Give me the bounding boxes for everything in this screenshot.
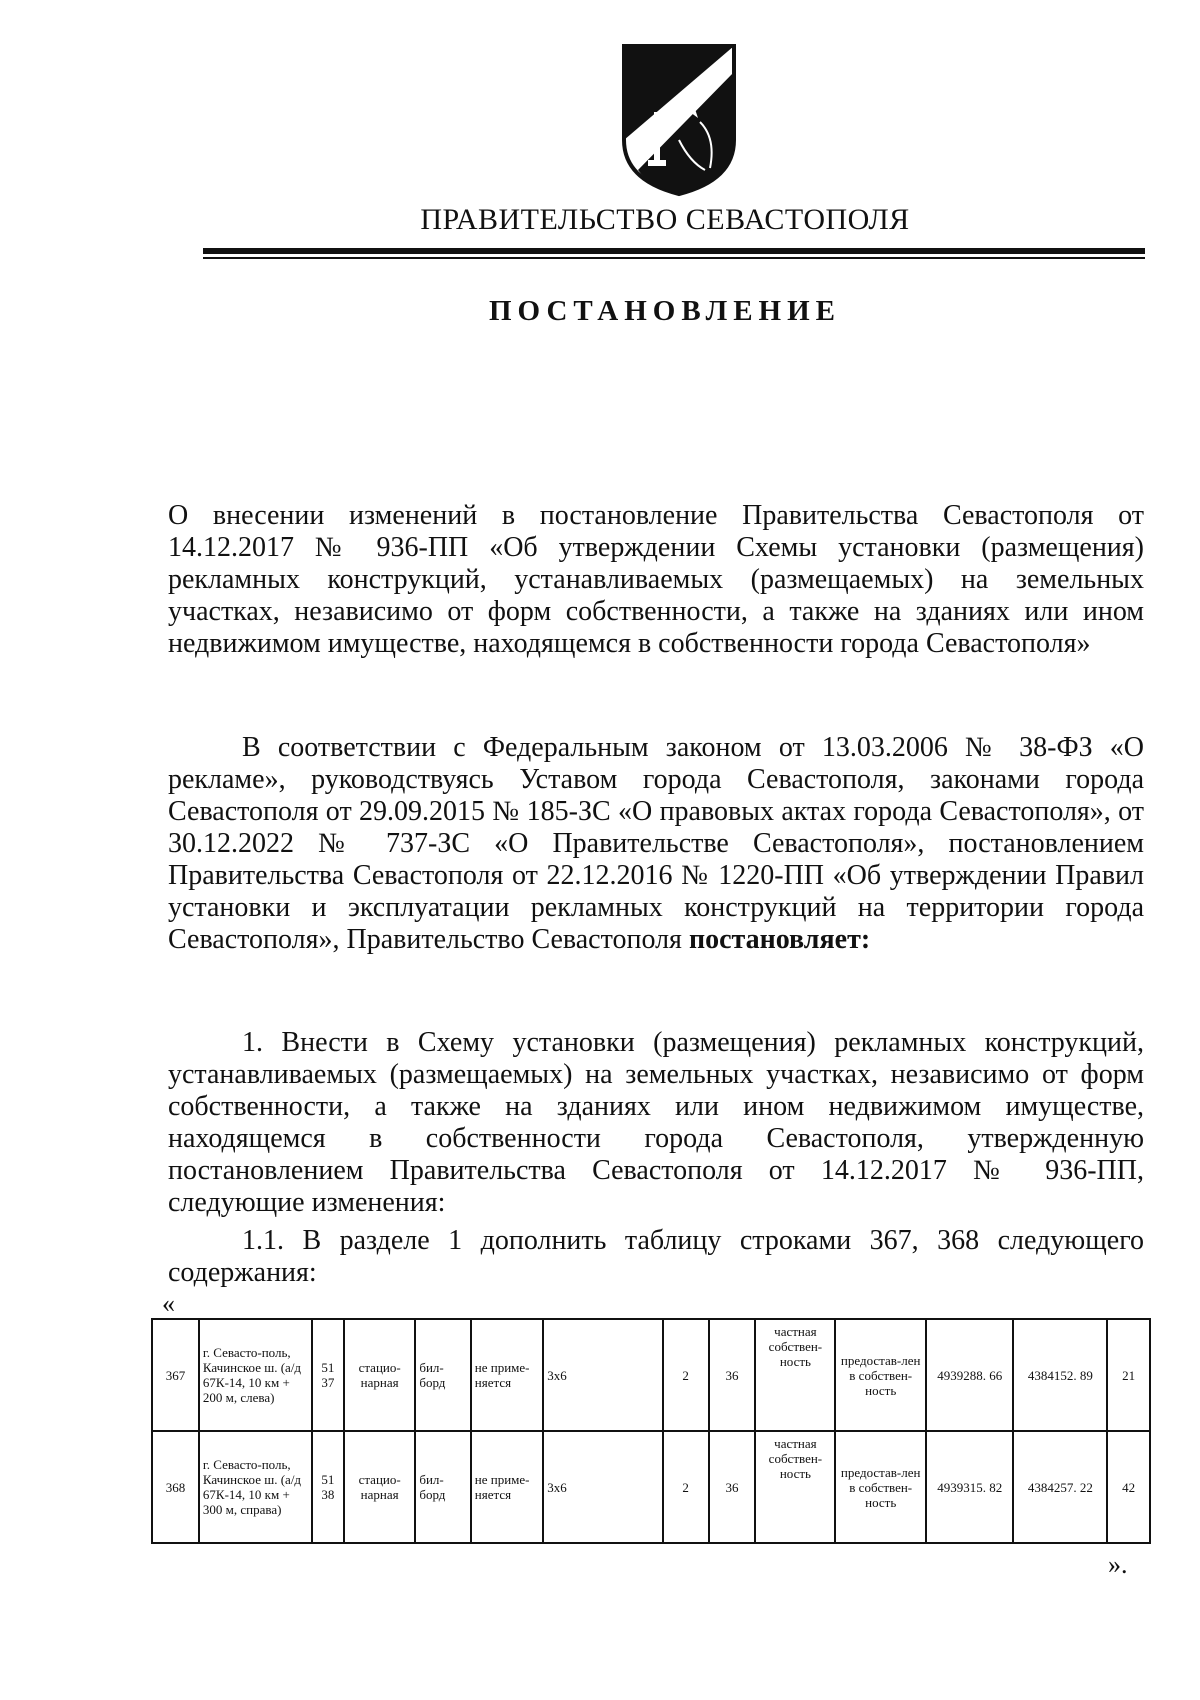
table-row	[152, 1431, 1150, 1543]
area-cell: 36	[709, 1431, 756, 1543]
preamble-bold: постановляет:	[688, 924, 871, 955]
opening-quote: «	[162, 1289, 175, 1318]
code-a: 51	[321, 1472, 335, 1487]
row-number: 367	[152, 1319, 199, 1431]
coat-of-arms-icon	[620, 42, 738, 198]
applicability-cell: не приме-няется	[471, 1319, 544, 1431]
last-cell: 21	[1107, 1319, 1150, 1431]
decree-heading: ПОСТАНОВЛЕНИЕ	[488, 295, 841, 327]
coord-y-cell: 4384257. 22	[1013, 1431, 1107, 1543]
address-cell: г. Севасто-поль, Качинское ш. (а/д 67К-14, 10 км + 300 м, справа)	[199, 1431, 312, 1543]
code-cell	[312, 1319, 344, 1431]
area-cell: 36	[709, 1319, 756, 1431]
applicability-cell: не приме-няется	[471, 1431, 544, 1543]
code-b: 37	[321, 1375, 335, 1390]
decree-preamble	[168, 732, 1144, 956]
size-cell: 3х6	[543, 1431, 662, 1543]
coord-y-cell: 4384152. 89	[1013, 1319, 1107, 1431]
closing-quote: ».	[1108, 1550, 1128, 1579]
clause-1-1: 1.1. В разделе 1 дополнить таблицу строками 367, 368 следующего содержания:	[168, 1225, 1144, 1288]
header-rule-thin	[203, 257, 1145, 259]
size-cell: 3х6	[543, 1319, 662, 1431]
sides-cell: 2	[663, 1319, 709, 1431]
provided-cell: предостав-лен в собствен-ность	[835, 1431, 926, 1543]
sides-cell: 2	[663, 1431, 709, 1543]
coord-x-cell: 4939315. 82	[926, 1431, 1013, 1543]
address-cell: г. Севасто-поль, Качинское ш. (а/д 67К-14, 10 км + 200 м, слева)	[199, 1319, 312, 1431]
header-rule-thick	[203, 248, 1145, 254]
row-number: 368	[152, 1431, 199, 1543]
coord-x-cell: 4939288. 66	[926, 1319, 1013, 1431]
code-cell	[312, 1431, 344, 1543]
ownership-cell: частная собствен-ность	[755, 1431, 835, 1543]
type-cell: бил-борд	[415, 1319, 470, 1431]
kind-cell: стацио-нарная	[344, 1431, 415, 1543]
type-cell: бил-борд	[415, 1431, 470, 1543]
preamble-text: В соответствии с Федеральным законом от 13.03.2006 № 38-ФЗ «О рекламе», руководствуясь Уставом города Севастополя, законами города Севастополя от 29.09.2015 № 185-ЗС «О правовых актах города Севастополя», от 30.12.2022 № 737-ЗС «О Правительстве Севастополя», постановлением Правительства Севастополя от 22.12.2016 № 1220-ПП «Об утверждении Правил установки и эксплуатации рекламных конструкций на территории города Севастополя», Правительство Севастополя	[168, 732, 1144, 955]
government-title: ПРАВИТЕЛЬСТВО СЕВАСТОПОЛЯ	[420, 203, 910, 236]
clause-1: 1. Внести в Схему установки (размещения) рекламных конструкций, устанавливаемых (размещаемых) на земельных участках, независимо от форм собственности, а также на зданиях или ином недвижимом имуществе, находящемся в собственности города Севастополя, утвержденную постановлением Правительства Севастополя от 14.12.2017 № 936-ПП, следующие изменения:	[168, 1027, 1144, 1218]
ownership-cell: частная собствен-ность	[755, 1319, 835, 1431]
amendment-table	[151, 1318, 1151, 1544]
code-b: 38	[321, 1487, 335, 1502]
provided-cell: предостав-лен в собствен-ность	[835, 1319, 926, 1431]
table-row	[152, 1319, 1150, 1431]
last-cell: 42	[1107, 1431, 1150, 1543]
kind-cell: стацио-нарная	[344, 1319, 415, 1431]
code-a: 51	[321, 1360, 335, 1375]
decree-subject: О внесении изменений в постановление Правительства Севастополя от 14.12.2017 № 936-ПП «Об утверждении Схемы установки (размещения) рекламных конструкций, устанавливаемых (размещаемых) на земельных участках, независимо от форм собственности, а также на зданиях или ином недвижимом имуществе, находящемся в собственности города Севастополя»	[168, 500, 1144, 659]
